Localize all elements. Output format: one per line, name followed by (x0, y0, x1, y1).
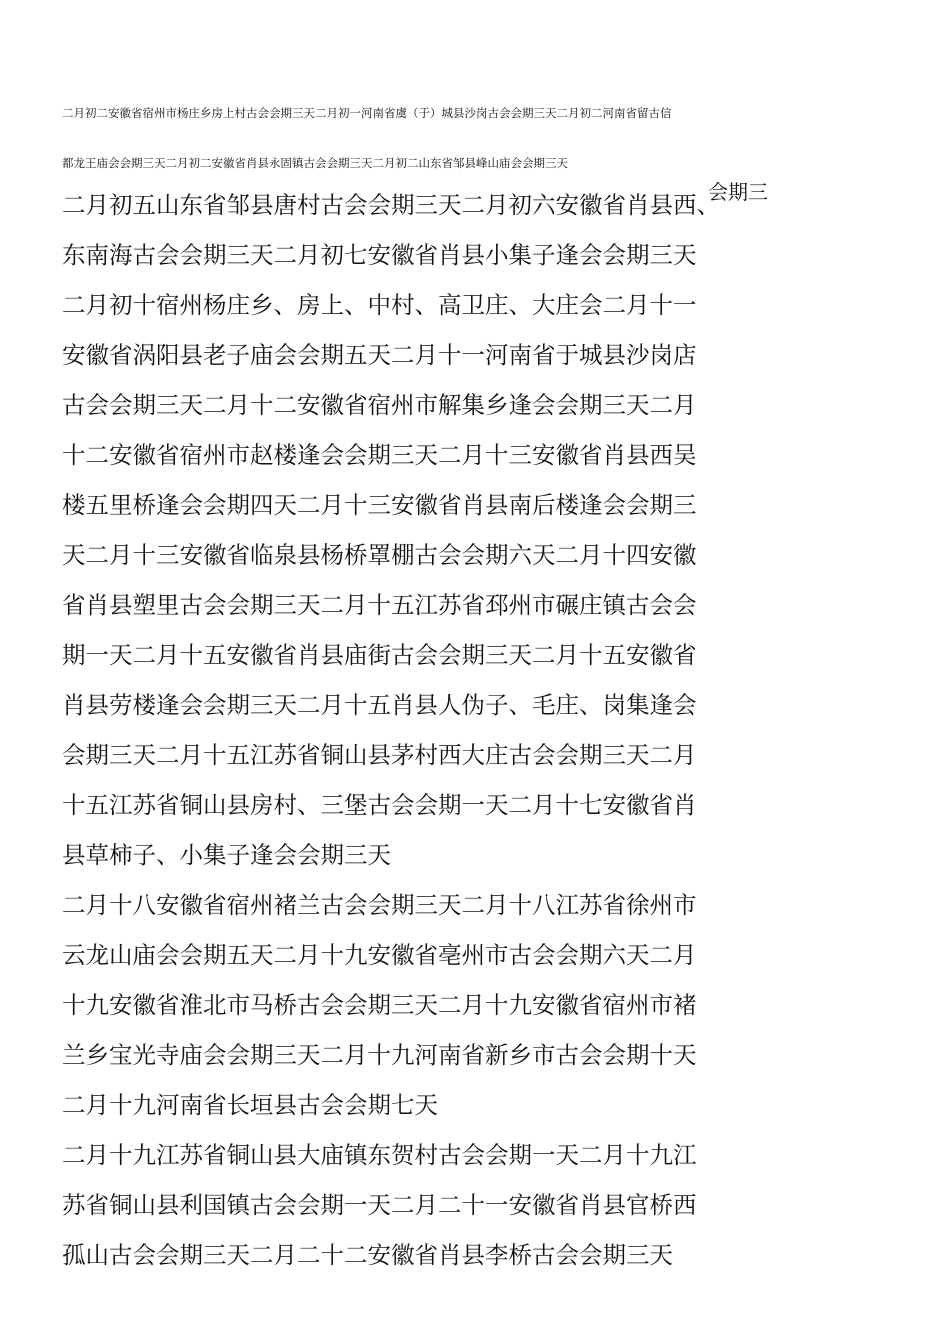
body-line-18: 兰乡宝光寺庙会会期三天二月十九河南省新乡市古会会期十天 (62, 1041, 697, 1069)
body-line-12: 会期三天二月十五江苏省铜山县茅村西大庄古会会期三天二月 (62, 741, 697, 769)
body-line-16: 云龙山庙会会期五天二月十九安徽省亳州市古会会期六天二月 (62, 941, 697, 969)
body-line-8: 天二月十三安徽省临泉县杨桥罩棚古会会期六天二月十四安徽 (62, 541, 697, 569)
body-line-15: 二月十八安徽省宿州褚兰古会会期三天二月十八江苏省徐州市 (62, 891, 697, 919)
body-line-9: 省肖县塑里古会会期三天二月十五江苏省邳州市碾庄镇古会会 (62, 591, 697, 619)
header-line-1: 二月初二安徽省宿州市杨庄乡房上村古会会期三天二月初一河南省虞（于）城县沙岗古会会期三天二月初二河南省留古信 (62, 106, 672, 120)
body-line-10: 期一天二月十五安徽省肖县庙街古会会期三天二月十五安徽省 (62, 641, 697, 669)
body-line-6: 十二安徽省宿州市赵楼逢会会期三天二月十三安徽省肖县西吴 (62, 441, 697, 469)
body-line-7: 楼五里桥逢会会期四天二月十三安徽省肖县南后楼逢会会期三 (62, 491, 697, 519)
document-body (62, 180, 782, 1280)
body-line-1: 二月初五山东省邹县唐村古会会期三天二月初六安徽省肖县西、 (62, 191, 720, 219)
body-line-21: 苏省铜山县利国镇古会会期一天二月二十一安徽省肖县官桥西 (62, 1191, 697, 1219)
body-line-4: 安徽省涡阳县老子庙会会期五天二月十一河南省于城县沙岗店 (62, 341, 697, 369)
body-line-13: 十五江苏省铜山县房村、三堡古会会期一天二月十七安徽省肖 (62, 791, 697, 819)
body-line-11: 肖县劳楼逢会会期三天二月十五肖县人伪子、毛庄、岗集逢会 (62, 691, 697, 719)
body-line-17: 十九安徽省淮北市马桥古会会期三天二月十九安徽省宿州市褚 (62, 991, 697, 1019)
header-line-2: 都龙王庙会会期三天二月初二安徽省肖县永固镇古会会期三天二月初二山东省邹县峰山庙会会期三天 (62, 156, 568, 170)
body-line-14: 县草柿子、小集子逢会会期三天 (62, 841, 391, 869)
body-line-5: 古会会期三天二月十二安徽省宿州市解集乡逢会会期三天二月 (62, 391, 697, 419)
overlapping-text-fragment: 会期三 (708, 180, 768, 204)
body-line-2: 东南海古会会期三天二月初七安徽省肖县小集子逢会会期三天 (62, 241, 697, 269)
body-line-20: 二月十九江苏省铜山县大庙镇东贺村古会会期一天二月十九江 (62, 1141, 697, 1169)
body-line-3: 二月初十宿州杨庄乡、房上、中村、高卫庄、大庄会二月十一 (62, 291, 697, 319)
body-line-19: 二月十九河南省长垣县古会会期七天 (62, 1091, 438, 1119)
body-line-22: 孤山古会会期三天二月二十二安徽省肖县李桥古会会期三天 (62, 1241, 673, 1269)
